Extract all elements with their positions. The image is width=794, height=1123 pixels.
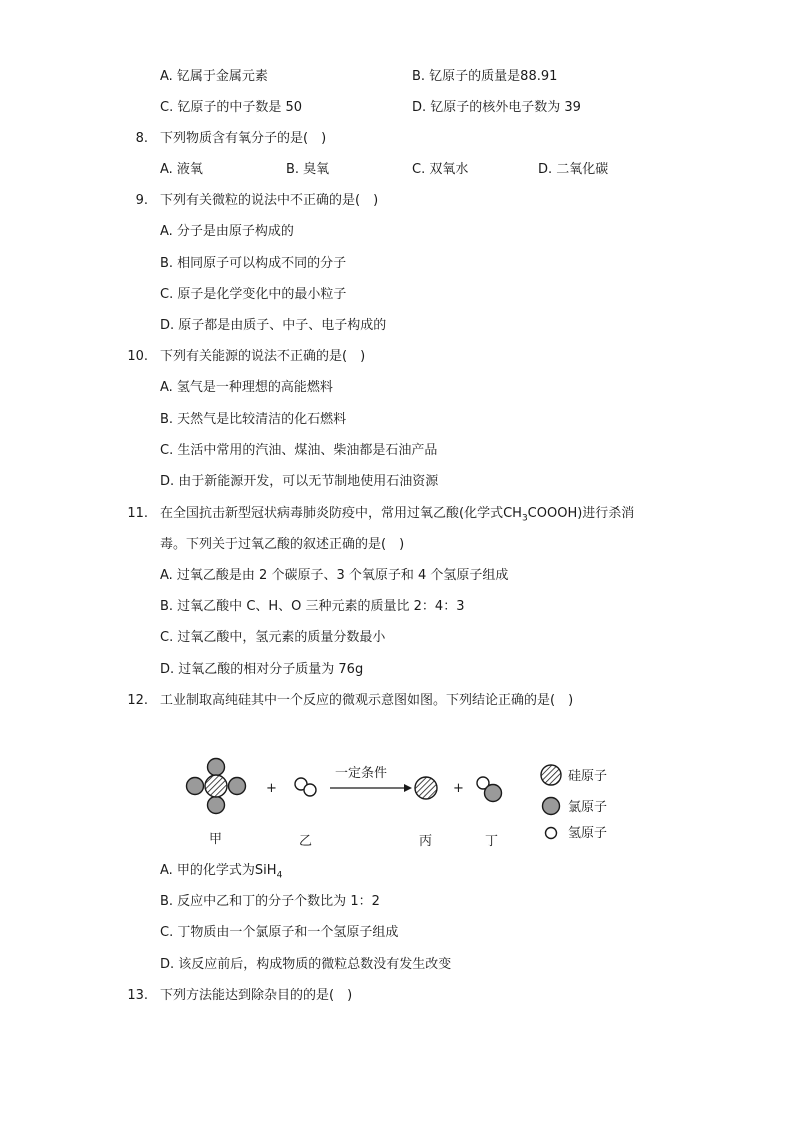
q11-stem-line2: 毒。下列关于过氧乙酸的叙述正确的是( ) bbox=[160, 537, 405, 552]
molecule-jia bbox=[187, 759, 246, 814]
q10-option-c: C. 生活中常用的汽油、煤油、柴油都是石油产品 bbox=[160, 443, 438, 458]
q12-number: 12. bbox=[127, 693, 148, 708]
q11-option-b: B. 过氧乙酸中 C、H、O 三种元素的质量比 2：4：3 bbox=[160, 599, 465, 614]
q8-option-d: D. 二氧化碳 bbox=[538, 162, 609, 177]
q7-option-b: B. 钇原子的质量是88.91 bbox=[412, 69, 558, 84]
q12-option-d: D. 该反应前后，构成物质的微粒总数没有发生改变 bbox=[160, 957, 452, 972]
legend-hydrogen-swatch bbox=[546, 828, 557, 839]
q8-option-c: C. 双氧水 bbox=[412, 162, 469, 177]
q12-option-b: B. 反应中乙和丁的分子个数比为 1：2 bbox=[160, 894, 380, 909]
q12-option-c: C. 丁物质由一个氯原子和一个氢原子组成 bbox=[160, 925, 399, 940]
q7-option-d: D. 钇原子的核外电子数为 39 bbox=[412, 100, 581, 115]
reaction-arrow bbox=[330, 784, 412, 792]
q8-option-a: A. 液氧 bbox=[160, 162, 203, 177]
q11-number: 11. bbox=[127, 506, 148, 521]
q10-stem: 下列有关能源的说法不正确的是( ) bbox=[160, 349, 366, 364]
q8-stem: 下列物质含有氧分子的是( ) bbox=[160, 131, 327, 146]
label-bing: 丙 bbox=[419, 834, 433, 849]
q9-option-d: D. 原子都是由质子、中子、电子构成的 bbox=[160, 318, 387, 333]
molecule-yi bbox=[295, 778, 316, 796]
q10-option-d: D. 由于新能源开发，可以无节制地使用石油资源 bbox=[160, 474, 439, 489]
molecule-ding bbox=[477, 777, 502, 802]
legend-hydrogen-label: 氢原子 bbox=[568, 826, 608, 841]
q9-stem: 下列有关微粒的说法中不正确的是( ) bbox=[160, 193, 379, 208]
q12-formula-subscript: 4 bbox=[276, 870, 283, 881]
q11-stem-pre: 在全国抗击新型冠状病毒肺炎防疫中，常用过氧乙酸(化学式CH bbox=[160, 506, 522, 521]
q13-stem: 下列方法能达到除杂目的的是( ) bbox=[160, 988, 353, 1003]
plus-sign: + bbox=[266, 781, 277, 796]
q11-option-a: A. 过氧乙酸是由 2 个碳原子、3 个氧原子和 4 个氢原子组成 bbox=[160, 568, 509, 583]
q8-number: 8. bbox=[135, 131, 148, 146]
q10-option-b: B. 天然气是比较清洁的化石燃料 bbox=[160, 412, 347, 427]
molecule-bing-silicon-atom bbox=[415, 777, 437, 799]
q11-stem-post: COOOH)进行杀消 bbox=[527, 506, 635, 521]
hydrogen-atom bbox=[304, 784, 316, 796]
q9-option-c: C. 原子是化学变化中的最小粒子 bbox=[160, 287, 347, 302]
chlorine-atom bbox=[485, 785, 502, 802]
plus-sign: + bbox=[453, 781, 464, 796]
chlorine-atom bbox=[208, 759, 225, 776]
q9-number: 9. bbox=[135, 193, 148, 208]
label-jia: 甲 bbox=[209, 832, 223, 847]
legend-silicon-label: 硅原子 bbox=[568, 769, 608, 784]
reaction-micro-diagram bbox=[176, 750, 636, 854]
q9-option-a: A. 分子是由原子构成的 bbox=[160, 224, 294, 239]
q13-number: 13. bbox=[127, 988, 148, 1003]
q11-option-c: C. 过氧乙酸中，氢元素的质量分数最小 bbox=[160, 630, 386, 645]
q11-option-d: D. 过氧乙酸的相对分子质量为 76g bbox=[160, 662, 364, 677]
label-ding: 丁 bbox=[485, 834, 499, 849]
legend-chlorine-label: 氯原子 bbox=[568, 800, 608, 815]
q12-option-a-text: A. 甲的化学式为SiH bbox=[160, 863, 277, 878]
chlorine-atom bbox=[187, 778, 204, 795]
arrow-condition-label: 一定条件 bbox=[335, 766, 388, 781]
q11-formula-subscript: 3 bbox=[521, 513, 528, 524]
q8-option-b: B. 臭氧 bbox=[286, 162, 330, 177]
label-yi: 乙 bbox=[299, 834, 313, 849]
q12-option-a bbox=[160, 862, 282, 885]
legend-chlorine-swatch bbox=[543, 798, 560, 815]
diagram-legend bbox=[541, 765, 607, 841]
q10-option-a: A. 氢气是一种理想的高能燃料 bbox=[160, 380, 333, 395]
q12-stem: 工业制取高纯硅其中一个反应的微观示意图如图。下列结论正确的是( ) bbox=[160, 693, 574, 708]
q9-option-b: B. 相同原子可以构成不同的分子 bbox=[160, 256, 347, 271]
q7-option-a: A. 钇属于金属元素 bbox=[160, 69, 268, 84]
silicon-atom bbox=[205, 775, 227, 797]
legend-silicon-swatch bbox=[541, 765, 561, 785]
chlorine-atom bbox=[229, 778, 246, 795]
q7-option-c: C. 钇原子的中子数是 50 bbox=[160, 100, 303, 115]
q10-number: 10. bbox=[127, 349, 148, 364]
q11-stem-line1 bbox=[160, 505, 634, 528]
chlorine-atom bbox=[208, 797, 225, 814]
